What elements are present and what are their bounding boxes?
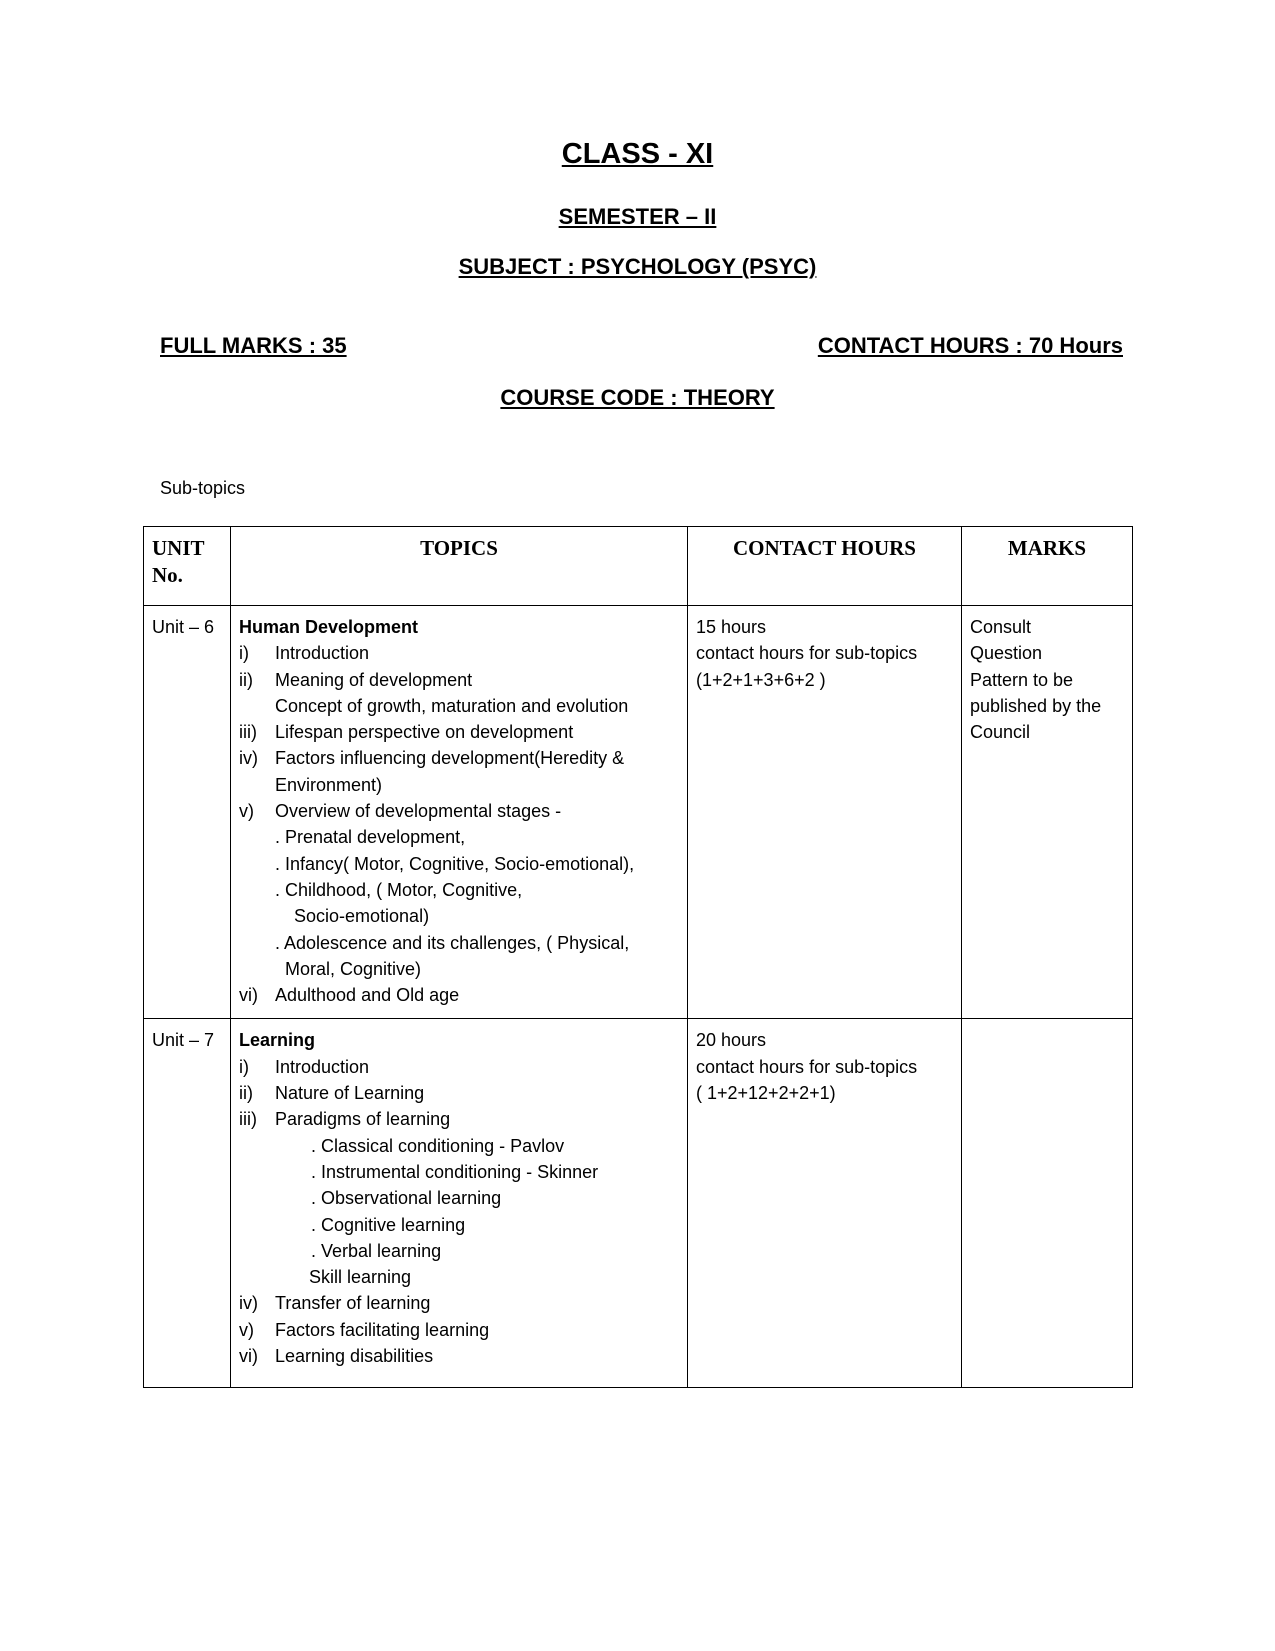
topic-title: Learning xyxy=(239,1030,316,1051)
marks-cell xyxy=(962,1019,1133,1388)
class-title: CLASS - XI xyxy=(561,138,714,170)
marks-text: Question xyxy=(970,643,1043,664)
list-item: vi) Adulthood and Old age xyxy=(239,985,460,1006)
topics-cell xyxy=(231,1019,688,1388)
marks-text: Pattern to be xyxy=(970,669,1074,690)
contact-hours: CONTACT HOURS : 70 Hours xyxy=(817,333,1123,358)
hours-note: contact hours for sub-topics xyxy=(696,643,918,664)
unit-label: Unit – 7 xyxy=(152,1030,215,1051)
hours-breakdown: (1+2+1+3+6+2 ) xyxy=(696,669,826,690)
marks-text: Council xyxy=(970,722,1031,743)
list-item: . Childhood, ( Motor, Cognitive, xyxy=(275,879,523,900)
list-item: v) Overview of developmental stages - xyxy=(239,801,562,822)
list-item: . Classical conditioning - Pavlov xyxy=(311,1135,565,1156)
syllabus-table xyxy=(143,526,1133,1388)
list-item: iv) Transfer of learning xyxy=(239,1293,431,1314)
col-header-contact-hours: CONTACT HOURS xyxy=(688,527,962,606)
contact-hours-cell xyxy=(688,1019,962,1388)
list-item: Concept of growth, maturation and evolution xyxy=(275,695,629,716)
list-item: Environment) xyxy=(275,774,383,795)
list-item: ii) Meaning of development xyxy=(239,669,473,690)
list-item: . Infancy( Motor, Cognitive, Socio-emotional), xyxy=(275,853,635,874)
list-item: Skill learning xyxy=(309,1267,412,1288)
table-header-row xyxy=(144,527,1133,606)
list-item: v) Factors facilitating learning xyxy=(239,1319,490,1340)
list-item: ii) Nature of Learning xyxy=(239,1083,425,1104)
marks-text: published by the xyxy=(970,695,1102,716)
semester-title: SEMESTER – II xyxy=(558,204,717,229)
topics-cell xyxy=(231,606,688,1019)
contact-hours-cell xyxy=(688,606,962,1019)
subject-title: SUBJECT : PSYCHOLOGY (PSYC) xyxy=(458,254,817,279)
topic-title: Human Development xyxy=(239,617,419,637)
subtopics-label: Sub-topics xyxy=(160,478,246,498)
list-item: . Observational learning xyxy=(311,1188,502,1209)
list-item: i) Introduction xyxy=(239,1056,370,1077)
hours-total: 15 hours xyxy=(696,617,767,637)
table-row xyxy=(144,1019,1133,1388)
marks-cell xyxy=(962,606,1133,1019)
full-marks: FULL MARKS : 35 xyxy=(160,333,347,358)
list-item: vi) Learning disabilities xyxy=(239,1346,434,1367)
list-item: Socio-emotional) xyxy=(294,906,430,927)
list-item: i) Introduction xyxy=(239,643,370,664)
list-item: . Verbal learning xyxy=(311,1240,442,1261)
list-item: iii) Paradigms of learning xyxy=(239,1109,451,1130)
col-header-marks: MARKS xyxy=(962,527,1133,606)
list-item: . Prenatal development, xyxy=(275,827,466,848)
unit-cell xyxy=(144,606,231,1019)
col-header-unit: UNIT No. xyxy=(144,527,231,606)
list-item: iv) Factors influencing development(Heredity & xyxy=(239,748,625,769)
list-item: iii) Lifespan perspective on development xyxy=(239,722,574,743)
list-item: . Adolescence and its challenges, ( Physical, xyxy=(275,932,630,953)
hours-breakdown: ( 1+2+12+2+2+1) xyxy=(696,1083,836,1104)
hours-total: 20 hours xyxy=(696,1030,767,1051)
list-item: . Cognitive learning xyxy=(311,1214,466,1235)
unit-cell xyxy=(144,1019,231,1388)
table-row xyxy=(144,606,1133,1019)
list-item: Moral, Cognitive) xyxy=(285,958,422,979)
marks-text: Consult xyxy=(970,617,1032,637)
unit-label: Unit – 6 xyxy=(152,617,215,637)
hours-note: contact hours for sub-topics xyxy=(696,1056,918,1077)
course-code: COURSE CODE : THEORY xyxy=(500,385,775,410)
list-item: . Instrumental conditioning - Skinner xyxy=(311,1161,599,1182)
col-header-topics: TOPICS xyxy=(231,527,688,606)
